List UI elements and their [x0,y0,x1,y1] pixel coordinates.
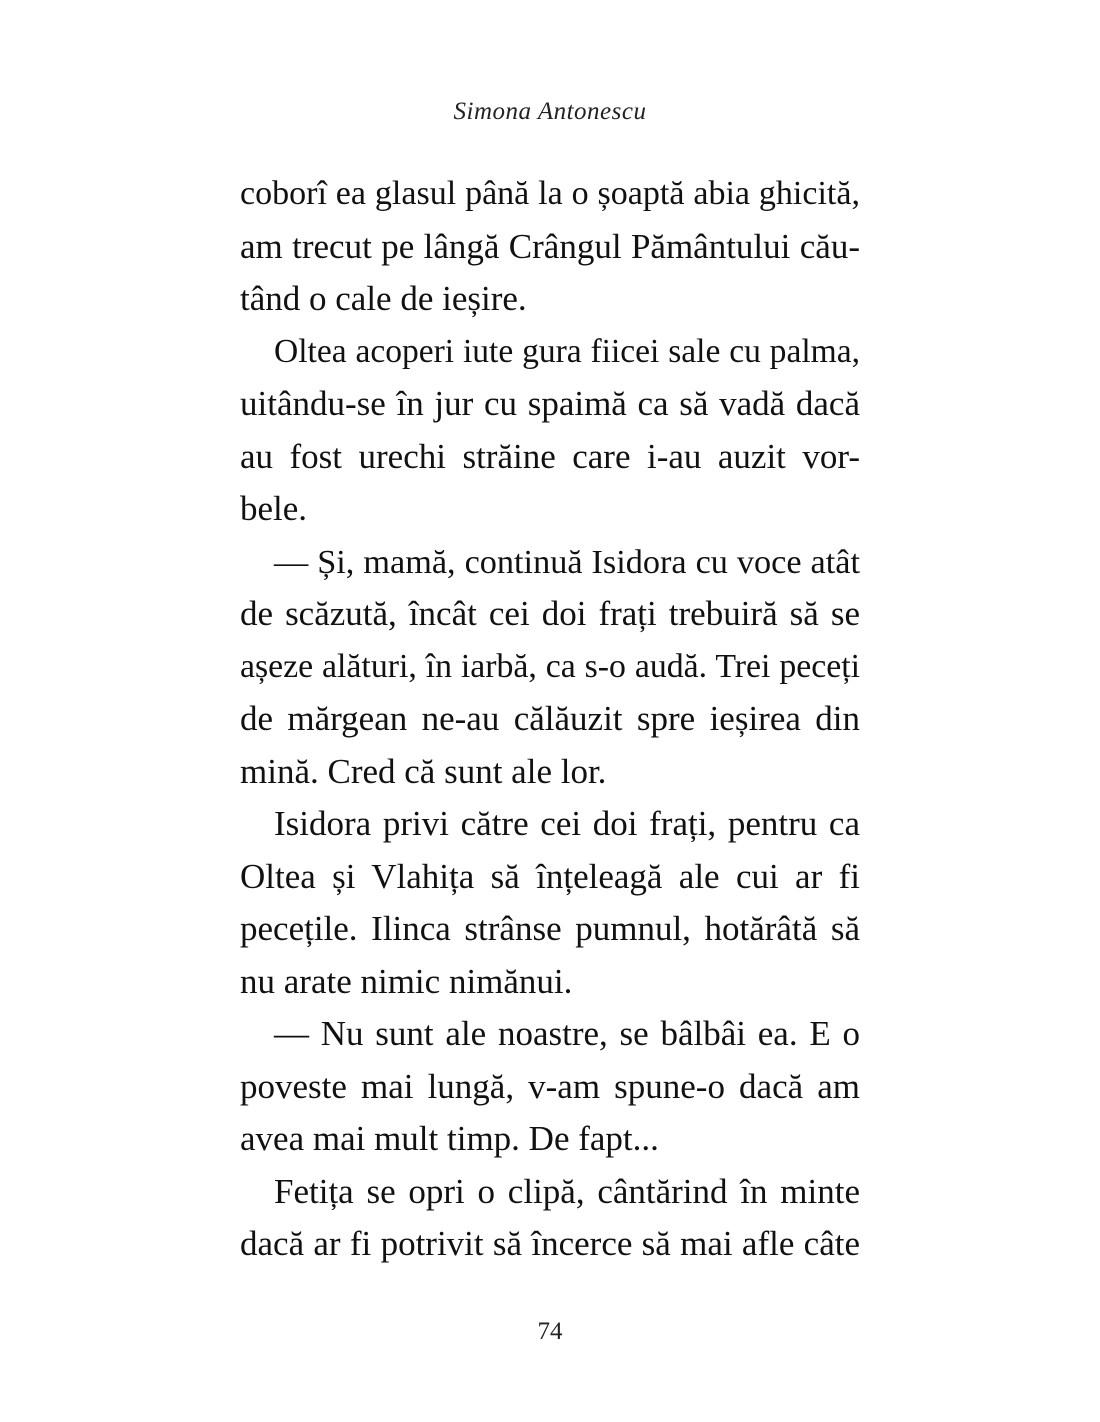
text-line: așeze alături, în iarbă, ca s-o audă. Trei peceți [240,647,860,685]
text-line: tând o cale de ieșire. [240,279,527,318]
text-line: uitându-se în jur cu spaimă ca să vadă dacă [240,384,860,423]
text-line: bele. [240,489,308,528]
text-line: de mărgean ne-au călăuzit spre ieșirea din [240,699,860,738]
page-body [240,168,860,1271]
text-line: Oltea acoperi iute gura fiicei sale cu palma, [274,332,860,370]
text-line: Fetița se opri o clipă, cântărind în minte [274,1171,860,1211]
text-line: poveste mai lungă, v-am spune-o dacă am [240,1066,860,1106]
text-line: au fost urechi străine care i-au auzit vor- [240,436,860,476]
text-line: nu arate nimic nimănui. [240,961,573,1001]
page-number: 74 [537,1318,563,1345]
text-line: — Și, mamă, continuă Isidora cu voce atât [274,542,860,581]
running-header-author: Simona Antonescu [453,98,647,125]
text-line: pecețile. Ilinca strânse pumnul, hotărâtă să [240,909,860,948]
text-line: Isidora privi către cei doi frați, pentru ca [274,804,860,843]
text-line: mină. Cred că sunt ale lor. [240,751,607,791]
text-line: coborî ea glasul până la o șoaptă abia ghicită, [240,175,860,212]
text-line: de scăzută, încât cei doi frați trebuiră să se [240,594,860,633]
text-line: dacă ar fi potrivit să încerce să mai afle câte [240,1224,860,1263]
text-line: Oltea și Vlahița să înțeleagă ale cui ar fi [240,856,860,896]
text-line: am trecut pe lângă Crângul Pământului cău- [240,226,860,266]
text-line: — Nu sunt ale noastre, se bâlbâi ea. E o [274,1014,860,1053]
text-line: avea mai mult timp. De fapt... [240,1119,659,1158]
